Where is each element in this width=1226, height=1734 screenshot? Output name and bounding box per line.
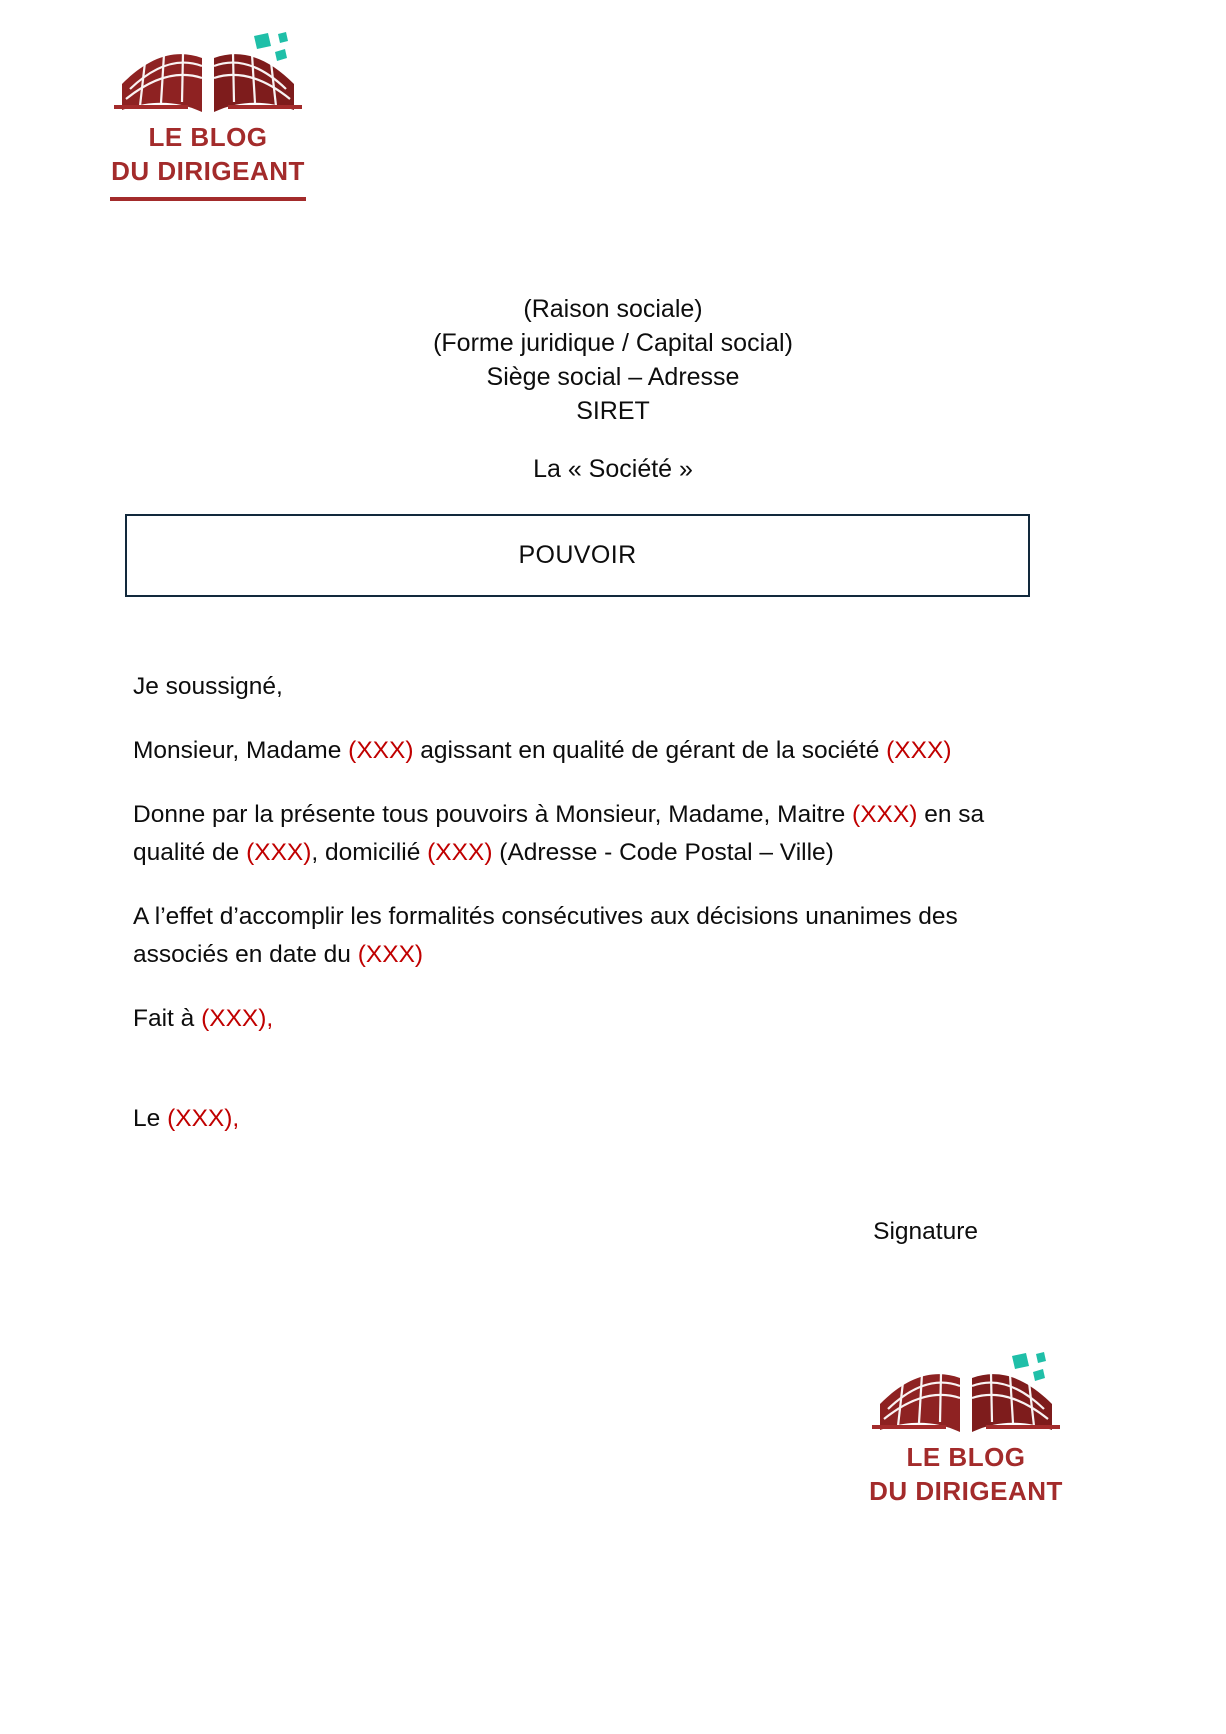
paragraph-le-date — [133, 1100, 993, 1138]
p3-placeholder-2: (XXX) — [246, 839, 312, 866]
paragraph-effet-formalites — [133, 898, 993, 974]
p5-part-1: Fait à — [133, 1005, 202, 1032]
paragraph-donne-pouvoirs — [133, 796, 993, 872]
p2-placeholder-1: (XXX) — [348, 737, 414, 764]
logo-book-icon — [108, 28, 308, 120]
logo-wordmark — [108, 120, 308, 189]
company-line-siret: SIRET — [576, 397, 650, 425]
p6-placeholder-1: (XXX), — [167, 1105, 240, 1132]
p4-part-1: A l’effet d’accomplir les formalités consécutives aux décisions unanimes des associés en date du — [133, 903, 958, 968]
footer-logo-wordmark — [866, 1440, 1066, 1509]
pouvoir-title-box — [125, 514, 1030, 597]
spacer — [133, 1064, 993, 1100]
p2-part-1: Monsieur, Madame — [133, 737, 349, 764]
company-line-forme-juridique: (Forme juridique / Capital social) — [433, 329, 793, 357]
signature-label: Signature — [873, 1218, 978, 1245]
footer-logo-line-2: DU DIRIGEANT — [869, 1476, 1063, 1507]
p3-part-3: , domicilié — [311, 839, 428, 866]
p3-part-4: (Adresse - Code Postal – Ville) — [492, 839, 834, 866]
logo-underline — [110, 197, 306, 201]
paragraph-je-soussigne — [133, 668, 993, 706]
footer-logo-line-1: LE BLOG — [906, 1442, 1026, 1472]
logo-line-1: LE BLOG — [148, 122, 268, 152]
header-logo — [108, 28, 308, 201]
paragraph-qualite-gerant — [133, 732, 993, 770]
paragraph-1-text: Je soussigné, — [133, 673, 283, 700]
p5-placeholder-1: (XXX), — [201, 1005, 274, 1032]
p4-placeholder-1: (XXX) — [357, 941, 424, 968]
p3-placeholder-3: (XXX) — [427, 839, 493, 866]
company-line-siege-social: Siège social – Adresse — [486, 363, 740, 391]
p3-placeholder-1: (XXX) — [852, 801, 918, 828]
company-line-raison-sociale: (Raison sociale) — [523, 295, 703, 323]
logo-line-2: DU DIRIGEANT — [111, 156, 305, 187]
pouvoir-title: POUVOIR — [518, 541, 637, 569]
p2-part-2: agissant en qualité de gérant de la société — [413, 737, 887, 764]
company-society-label: La « Société » — [533, 455, 693, 483]
p3-part-2: en sa qualité de — [133, 801, 985, 866]
paragraph-fait-a — [133, 1000, 993, 1038]
document-body — [133, 668, 993, 1164]
footer-logo-book-icon — [866, 1348, 1066, 1440]
footer-logo — [866, 1348, 1066, 1509]
p6-part-1: Le — [133, 1105, 168, 1132]
p2-placeholder-2: (XXX) — [886, 737, 952, 764]
p3-part-1: Donne par la présente tous pouvoirs à Monsieur, Madame, Maitre — [133, 801, 853, 828]
company-header-block — [0, 292, 1226, 428]
